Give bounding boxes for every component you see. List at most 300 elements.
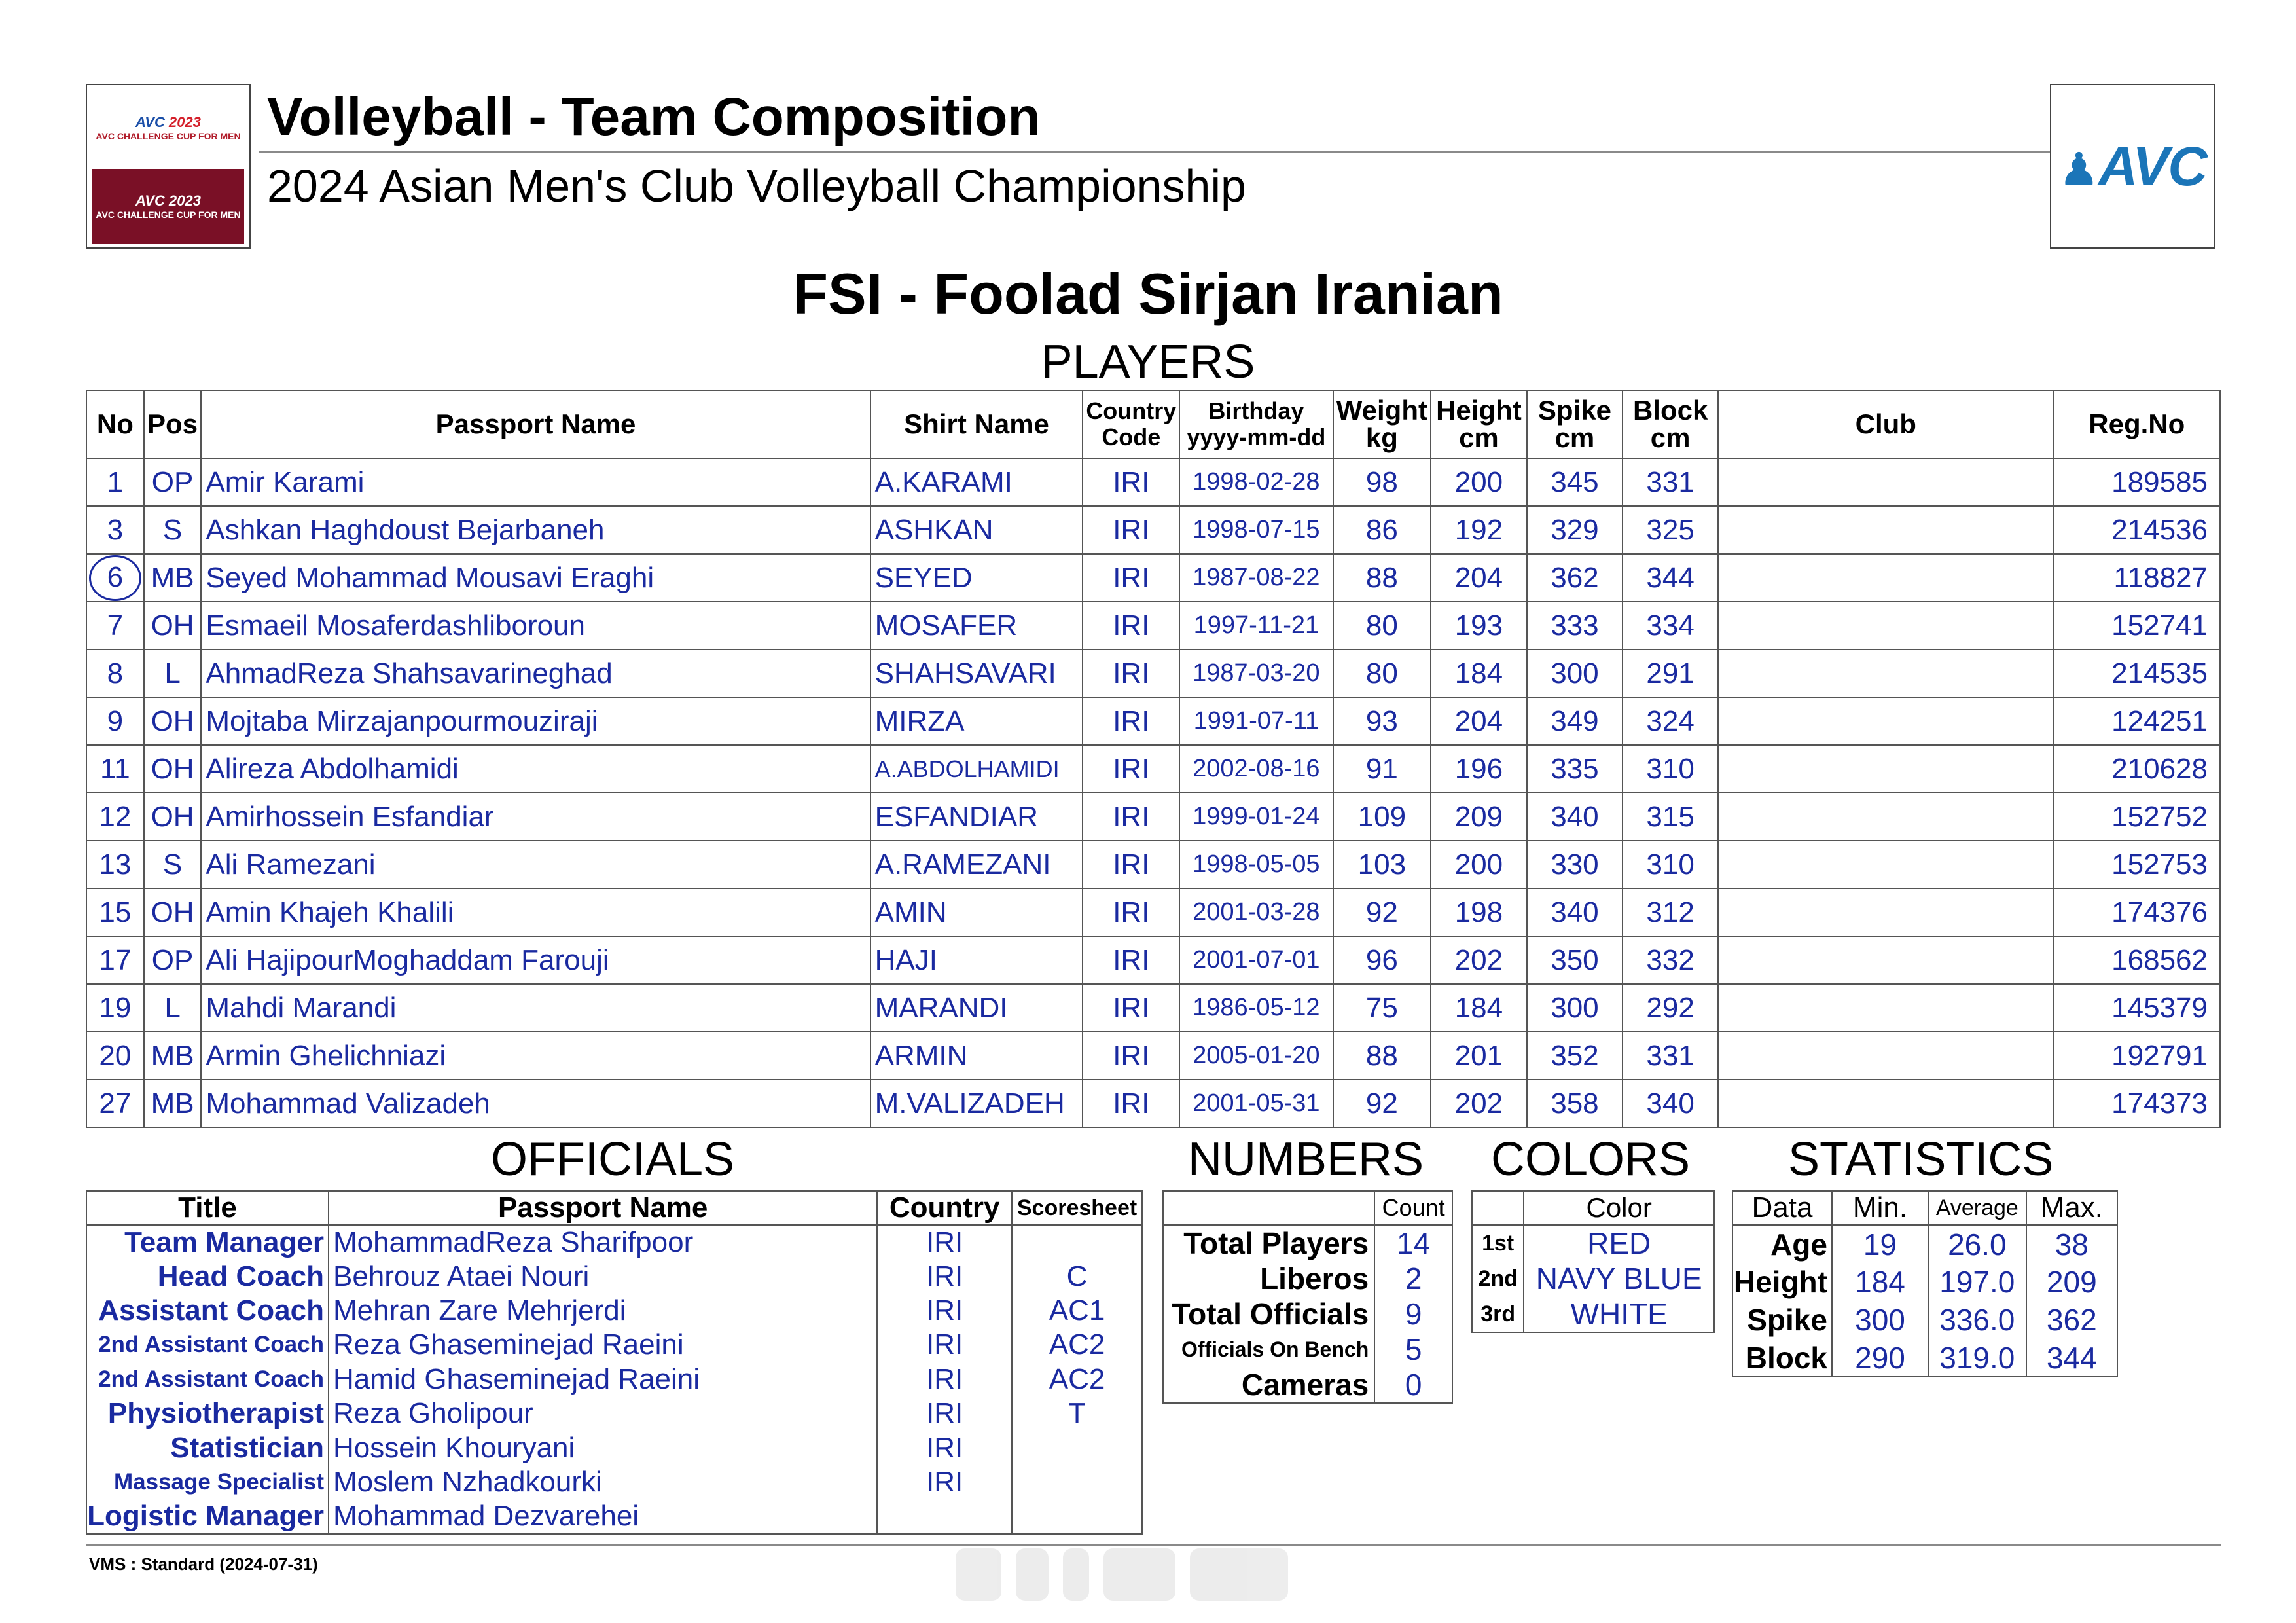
- player-block: 324: [1623, 697, 1718, 745]
- player-pos: OH: [144, 888, 202, 936]
- player-passport-name: Mahdi Marandi: [201, 984, 870, 1032]
- player-no-captain: [86, 554, 144, 602]
- official-title: Logistic Manager: [86, 1499, 329, 1533]
- players-header-row: [86, 390, 2220, 458]
- player-country-code: IRI: [1083, 458, 1179, 506]
- official-country: IRI: [877, 1225, 1012, 1259]
- player-shirt-name: HAJI: [870, 936, 1083, 984]
- player-no: 7: [86, 602, 144, 649]
- player-birthday: 1998-02-28: [1179, 458, 1333, 506]
- numbers-blank-header: [1163, 1191, 1374, 1225]
- player-club: [1718, 649, 2054, 697]
- player-row: [86, 984, 2220, 1032]
- avc-mark: AVC 2023: [135, 192, 201, 209]
- official-country: IRI: [877, 1362, 1012, 1396]
- player-row: [86, 506, 2220, 554]
- player-weight: 86: [1333, 506, 1431, 554]
- page-subtitle: 2024 Asian Men's Club Volleyball Championship: [267, 160, 1246, 211]
- statistics-table: [1732, 1190, 2118, 1377]
- player-birthday: 1998-05-05: [1179, 841, 1333, 888]
- player-birthday: 1999-01-24: [1179, 793, 1333, 841]
- player-no: 19: [86, 984, 144, 1032]
- player-country-code: IRI: [1083, 649, 1179, 697]
- number-value: 2: [1374, 1261, 1452, 1296]
- col-weight: Weight kg: [1333, 390, 1431, 458]
- number-label: Total Officials: [1163, 1296, 1374, 1332]
- number-row: [1163, 1225, 1452, 1261]
- player-reg-no: 152752: [2054, 793, 2220, 841]
- player-country-code: IRI: [1083, 841, 1179, 888]
- event-logo-bottom: [92, 169, 244, 244]
- player-country-code: IRI: [1083, 506, 1179, 554]
- player-weight: 80: [1333, 602, 1431, 649]
- number-label: Liberos: [1163, 1261, 1374, 1296]
- official-title: 2nd Assistant Coach: [86, 1328, 329, 1362]
- player-pos: L: [144, 649, 202, 697]
- player-passport-name: Ali HajipourMoghaddam Farouji: [201, 936, 870, 984]
- col-country: Country: [877, 1191, 1012, 1225]
- player-pos: MB: [144, 554, 202, 602]
- player-club: [1718, 506, 2054, 554]
- player-no: 15: [86, 888, 144, 936]
- player-spike: 345: [1527, 458, 1623, 506]
- stat-average: 197.0: [1928, 1263, 2026, 1301]
- stat-label: Block: [1732, 1339, 1832, 1377]
- color-order: 3rd: [1472, 1296, 1524, 1332]
- players-table: [86, 390, 2221, 1128]
- player-club: [1718, 554, 2054, 602]
- player-club: [1718, 888, 2054, 936]
- player-country-code: IRI: [1083, 1080, 1179, 1127]
- player-reg-no: 189585: [2054, 458, 2220, 506]
- official-row: [86, 1294, 1142, 1328]
- col-height: Height cm: [1431, 390, 1526, 458]
- player-shirt-name: ASHKAN: [870, 506, 1083, 554]
- player-height: 198: [1431, 888, 1526, 936]
- player-spike: 335: [1527, 745, 1623, 793]
- col-min: Min.: [1832, 1191, 1928, 1225]
- player-weight: 92: [1333, 888, 1431, 936]
- player-shirt-name: MIRZA: [870, 697, 1083, 745]
- player-block: 291: [1623, 649, 1718, 697]
- number-row: [1163, 1332, 1452, 1367]
- colors-header-row: [1472, 1191, 1714, 1225]
- player-birthday: 1986-05-12: [1179, 984, 1333, 1032]
- player-club: [1718, 458, 2054, 506]
- stat-row: [1732, 1225, 2117, 1263]
- player-height: 200: [1431, 841, 1526, 888]
- player-spike: 352: [1527, 1032, 1623, 1080]
- player-country-code: IRI: [1083, 602, 1179, 649]
- player-shirt-name: MARANDI: [870, 984, 1083, 1032]
- player-reg-no: 145379: [2054, 984, 2220, 1032]
- stat-min: 290: [1832, 1339, 1928, 1377]
- player-row: [86, 649, 2220, 697]
- col-passport-name: Passport Name: [329, 1191, 877, 1225]
- player-birthday: 2005-01-20: [1179, 1032, 1333, 1080]
- player-club: [1718, 793, 2054, 841]
- color-order: 2nd: [1472, 1261, 1524, 1296]
- official-name: Mehran Zare Mehrjerdi: [329, 1294, 877, 1328]
- number-row: [1163, 1261, 1452, 1296]
- player-club: [1718, 697, 2054, 745]
- avc-mark: AVC 2023: [135, 114, 201, 130]
- player-spike: 300: [1527, 984, 1623, 1032]
- player-weight: 109: [1333, 793, 1431, 841]
- player-height: 204: [1431, 554, 1526, 602]
- player-spike: 362: [1527, 554, 1623, 602]
- stat-min: 300: [1832, 1301, 1928, 1339]
- col-country-code: Country Code: [1083, 390, 1179, 458]
- number-label: Cameras: [1163, 1367, 1374, 1403]
- player-passport-name: Mohammad Valizadeh: [201, 1080, 870, 1127]
- stat-min: 19: [1832, 1225, 1928, 1263]
- player-block: 325: [1623, 506, 1718, 554]
- col-title: Title: [86, 1191, 329, 1225]
- numbers-table: [1162, 1190, 1453, 1404]
- player-block: 331: [1623, 458, 1718, 506]
- player-height: 202: [1431, 936, 1526, 984]
- official-scoresheet: [1012, 1499, 1142, 1533]
- official-country: [877, 1499, 1012, 1533]
- col-pos: Pos: [144, 390, 202, 458]
- col-spike: Spike cm: [1527, 390, 1623, 458]
- stat-max: 209: [2026, 1263, 2117, 1301]
- player-row: [86, 841, 2220, 888]
- official-scoresheet: AC2: [1012, 1328, 1142, 1362]
- player-passport-name: Ashkan Haghdoust Bejarbaneh: [201, 506, 870, 554]
- officials-table: [86, 1190, 1143, 1535]
- player-passport-name: Ali Ramezani: [201, 841, 870, 888]
- player-row: [86, 697, 2220, 745]
- number-value: 9: [1374, 1296, 1452, 1332]
- player-no: 11: [86, 745, 144, 793]
- col-color: Color: [1524, 1191, 1714, 1225]
- player-birthday: 2001-03-28: [1179, 888, 1333, 936]
- player-shirt-name: AMIN: [870, 888, 1083, 936]
- player-birthday: 1998-07-15: [1179, 506, 1333, 554]
- color-value: RED: [1524, 1225, 1714, 1261]
- color-order: 1st: [1472, 1225, 1524, 1261]
- player-club: [1718, 936, 2054, 984]
- player-country-code: IRI: [1083, 1032, 1179, 1080]
- number-value: 0: [1374, 1367, 1452, 1403]
- player-birthday: 2002-08-16: [1179, 745, 1333, 793]
- stat-row: [1732, 1263, 2117, 1301]
- col-data: Data: [1732, 1191, 1832, 1225]
- official-row: [86, 1431, 1142, 1465]
- player-no: 1: [86, 458, 144, 506]
- player-country-code: IRI: [1083, 936, 1179, 984]
- player-birthday: 2001-05-31: [1179, 1080, 1333, 1127]
- stat-max: 38: [2026, 1225, 2117, 1263]
- official-row: [86, 1225, 1142, 1259]
- player-country-code: IRI: [1083, 888, 1179, 936]
- player-weight: 80: [1333, 649, 1431, 697]
- player-row: [86, 554, 2220, 602]
- official-scoresheet: C: [1012, 1259, 1142, 1293]
- player-row: [86, 793, 2220, 841]
- player-pos: OH: [144, 697, 202, 745]
- player-passport-name: Armin Ghelichniazi: [201, 1032, 870, 1080]
- avc-logo: [2050, 84, 2215, 249]
- player-height: 192: [1431, 506, 1526, 554]
- col-scoresheet: Scoresheet: [1012, 1191, 1142, 1225]
- player-reg-no: 214536: [2054, 506, 2220, 554]
- player-reg-no: 214535: [2054, 649, 2220, 697]
- player-pos: MB: [144, 1032, 202, 1080]
- official-title: 2nd Assistant Coach: [86, 1362, 329, 1396]
- player-club: [1718, 1080, 2054, 1127]
- player-country-code: IRI: [1083, 745, 1179, 793]
- official-row: [86, 1499, 1142, 1533]
- official-name: Hamid Ghaseminejad Raeini: [329, 1362, 877, 1396]
- player-passport-name: Amirhossein Esfandiar: [201, 793, 870, 841]
- stat-min: 184: [1832, 1263, 1928, 1301]
- number-row: [1163, 1367, 1452, 1403]
- player-reg-no: 118827: [2054, 554, 2220, 602]
- number-value: 5: [1374, 1332, 1452, 1367]
- page-title: Volleyball - Team Composition: [267, 87, 1041, 147]
- players-heading: PLAYERS: [1041, 336, 1255, 388]
- player-club: [1718, 745, 2054, 793]
- official-country: IRI: [877, 1431, 1012, 1465]
- stat-row: [1732, 1301, 2117, 1339]
- player-shirt-name: A.ABDOLHAMIDI: [870, 745, 1083, 793]
- official-title: Physiotherapist: [86, 1396, 329, 1431]
- player-shirt-name: A.RAMEZANI: [870, 841, 1083, 888]
- player-height: 184: [1431, 649, 1526, 697]
- player-block: 340: [1623, 1080, 1718, 1127]
- player-shirt-name: M.VALIZADEH: [870, 1080, 1083, 1127]
- player-weight: 93: [1333, 697, 1431, 745]
- captain-circle: 6: [89, 555, 141, 601]
- player-country-code: IRI: [1083, 793, 1179, 841]
- player-pos: L: [144, 984, 202, 1032]
- official-name: Moslem Nzhadkourki: [329, 1465, 877, 1499]
- official-name: Mohammad Dezvarehei: [329, 1499, 877, 1533]
- player-block: 332: [1623, 936, 1718, 984]
- stat-label: Age: [1732, 1225, 1832, 1263]
- player-reg-no: 124251: [2054, 697, 2220, 745]
- numbers-header-row: [1163, 1191, 1452, 1225]
- player-spike: 333: [1527, 602, 1623, 649]
- official-name: Reza Gholipour: [329, 1396, 877, 1431]
- stat-max: 362: [2026, 1301, 2117, 1339]
- player-country-code: IRI: [1083, 697, 1179, 745]
- player-block: 331: [1623, 1032, 1718, 1080]
- player-block: 310: [1623, 745, 1718, 793]
- event-logo-top: [92, 90, 244, 165]
- colors-blank-header: [1472, 1191, 1524, 1225]
- player-no: 9: [86, 697, 144, 745]
- player-no: 13: [86, 841, 144, 888]
- col-reg-no: Reg.No: [2054, 390, 2220, 458]
- player-shirt-name: ESFANDIAR: [870, 793, 1083, 841]
- player-passport-name: Esmaeil Mosaferdashliboroun: [201, 602, 870, 649]
- player-no: 12: [86, 793, 144, 841]
- player-block: 292: [1623, 984, 1718, 1032]
- col-no: No: [86, 390, 144, 458]
- player-block: 312: [1623, 888, 1718, 936]
- official-scoresheet: T: [1012, 1396, 1142, 1431]
- player-pos: OP: [144, 936, 202, 984]
- player-row: [86, 1032, 2220, 1080]
- team-name: FSI - Foolad Sirjan Iranian: [793, 261, 1503, 326]
- player-reg-no: 192791: [2054, 1032, 2220, 1080]
- official-title: Massage Specialist: [86, 1465, 329, 1499]
- player-spike: 329: [1527, 506, 1623, 554]
- player-block: 344: [1623, 554, 1718, 602]
- stat-row: [1732, 1339, 2117, 1377]
- official-scoresheet: AC1: [1012, 1294, 1142, 1328]
- official-row: [86, 1328, 1142, 1362]
- official-row: [86, 1362, 1142, 1396]
- stat-label: Spike: [1732, 1301, 1832, 1339]
- player-reg-no: 174373: [2054, 1080, 2220, 1127]
- stat-average: 319.0: [1928, 1339, 2026, 1377]
- officials-header-row: [86, 1191, 1142, 1225]
- player-club: [1718, 841, 2054, 888]
- stat-max: 344: [2026, 1339, 2117, 1377]
- player-height: 196: [1431, 745, 1526, 793]
- player-no: 8: [86, 649, 144, 697]
- player-passport-name: Amin Khajeh Khalili: [201, 888, 870, 936]
- official-scoresheet: [1012, 1431, 1142, 1465]
- player-country-code: IRI: [1083, 984, 1179, 1032]
- col-birthday: Birthday yyyy-mm-dd: [1179, 390, 1333, 458]
- number-row: [1163, 1296, 1452, 1332]
- player-spike: 340: [1527, 793, 1623, 841]
- player-country-code: IRI: [1083, 554, 1179, 602]
- player-row: [86, 602, 2220, 649]
- color-row: [1472, 1296, 1714, 1332]
- player-pos: S: [144, 841, 202, 888]
- player-shirt-name: MOSAFER: [870, 602, 1083, 649]
- footer-version: VMS : Standard (2024-07-31): [89, 1554, 318, 1574]
- player-club: [1718, 602, 2054, 649]
- player-height: 201: [1431, 1032, 1526, 1080]
- statistics-header-row: [1732, 1191, 2117, 1225]
- player-block: 334: [1623, 602, 1718, 649]
- official-title: Assistant Coach: [86, 1294, 329, 1328]
- player-height: 204: [1431, 697, 1526, 745]
- official-name: Reza Ghaseminejad Raeini: [329, 1328, 877, 1362]
- official-name: MohammadReza Sharifpoor: [329, 1225, 877, 1259]
- official-scoresheet: AC2: [1012, 1362, 1142, 1396]
- player-spike: 340: [1527, 888, 1623, 936]
- number-label: Officials On Bench: [1163, 1332, 1374, 1367]
- player-club: [1718, 1032, 2054, 1080]
- player-row: [86, 458, 2220, 506]
- official-country: IRI: [877, 1396, 1012, 1431]
- player-block: 315: [1623, 793, 1718, 841]
- player-weight: 98: [1333, 458, 1431, 506]
- player-weight: 92: [1333, 1080, 1431, 1127]
- player-reg-no: 174376: [2054, 888, 2220, 936]
- stat-label: Height: [1732, 1263, 1832, 1301]
- player-height: 184: [1431, 984, 1526, 1032]
- colors-heading: COLORS: [1491, 1133, 1691, 1186]
- player-spike: 358: [1527, 1080, 1623, 1127]
- player-weight: 103: [1333, 841, 1431, 888]
- player-pos: OH: [144, 793, 202, 841]
- player-reg-no: 210628: [2054, 745, 2220, 793]
- player-pos: OP: [144, 458, 202, 506]
- player-weight: 91: [1333, 745, 1431, 793]
- official-country: IRI: [877, 1259, 1012, 1293]
- player-height: 200: [1431, 458, 1526, 506]
- official-country: IRI: [877, 1294, 1012, 1328]
- col-count: Count: [1374, 1191, 1452, 1225]
- player-shirt-name: SEYED: [870, 554, 1083, 602]
- player-row: [86, 936, 2220, 984]
- official-title: Head Coach: [86, 1259, 329, 1293]
- official-row: [86, 1396, 1142, 1431]
- officials-heading: OFFICIALS: [491, 1133, 735, 1186]
- player-height: 193: [1431, 602, 1526, 649]
- official-country: IRI: [877, 1465, 1012, 1499]
- player-block: 310: [1623, 841, 1718, 888]
- event-logo-text: AVC CHALLENGE CUP FOR MEN: [96, 210, 241, 220]
- color-value: NAVY BLUE: [1524, 1261, 1714, 1296]
- player-birthday: 1987-03-20: [1179, 649, 1333, 697]
- official-row: [86, 1465, 1142, 1499]
- col-club: Club: [1718, 390, 2054, 458]
- col-shirt-name: Shirt Name: [870, 390, 1083, 458]
- player-reg-no: 152753: [2054, 841, 2220, 888]
- header-divider: [259, 151, 2051, 153]
- player-weight: 88: [1333, 1032, 1431, 1080]
- player-shirt-name: ARMIN: [870, 1032, 1083, 1080]
- player-passport-name: Mojtaba Mirzajanpourmouziraji: [201, 697, 870, 745]
- player-row: [86, 888, 2220, 936]
- event-logo-text: AVC CHALLENGE CUP FOR MEN: [96, 131, 241, 141]
- watermark: [956, 1542, 1348, 1607]
- player-birthday: 1987-08-22: [1179, 554, 1333, 602]
- player-spike: 349: [1527, 697, 1623, 745]
- color-value: WHITE: [1524, 1296, 1714, 1332]
- col-passport-name: Passport Name: [201, 390, 870, 458]
- official-name: Behrouz Ataei Nouri: [329, 1259, 877, 1293]
- player-birthday: 1997-11-21: [1179, 602, 1333, 649]
- player-spike: 350: [1527, 936, 1623, 984]
- player-pos: S: [144, 506, 202, 554]
- official-title: Team Manager: [86, 1225, 329, 1259]
- player-no: 27: [86, 1080, 144, 1127]
- player-weight: 75: [1333, 984, 1431, 1032]
- player-passport-name: Amir Karami: [201, 458, 870, 506]
- official-scoresheet: [1012, 1225, 1142, 1259]
- col-max: Max.: [2026, 1191, 2117, 1225]
- color-row: [1472, 1261, 1714, 1296]
- stat-average: 336.0: [1928, 1301, 2026, 1339]
- player-weight: 88: [1333, 554, 1431, 602]
- player-row: [86, 745, 2220, 793]
- statistics-heading: STATISTICS: [1788, 1133, 2054, 1186]
- col-block: Block cm: [1623, 390, 1718, 458]
- number-label: Total Players: [1163, 1225, 1374, 1261]
- player-row: [86, 1080, 2220, 1127]
- event-logo: [86, 84, 251, 249]
- player-height: 202: [1431, 1080, 1526, 1127]
- player-no: 17: [86, 936, 144, 984]
- stat-average: 26.0: [1928, 1225, 2026, 1263]
- official-name: Hossein Khouryani: [329, 1431, 877, 1465]
- player-birthday: 1991-07-11: [1179, 697, 1333, 745]
- official-scoresheet: [1012, 1465, 1142, 1499]
- player-spike: 330: [1527, 841, 1623, 888]
